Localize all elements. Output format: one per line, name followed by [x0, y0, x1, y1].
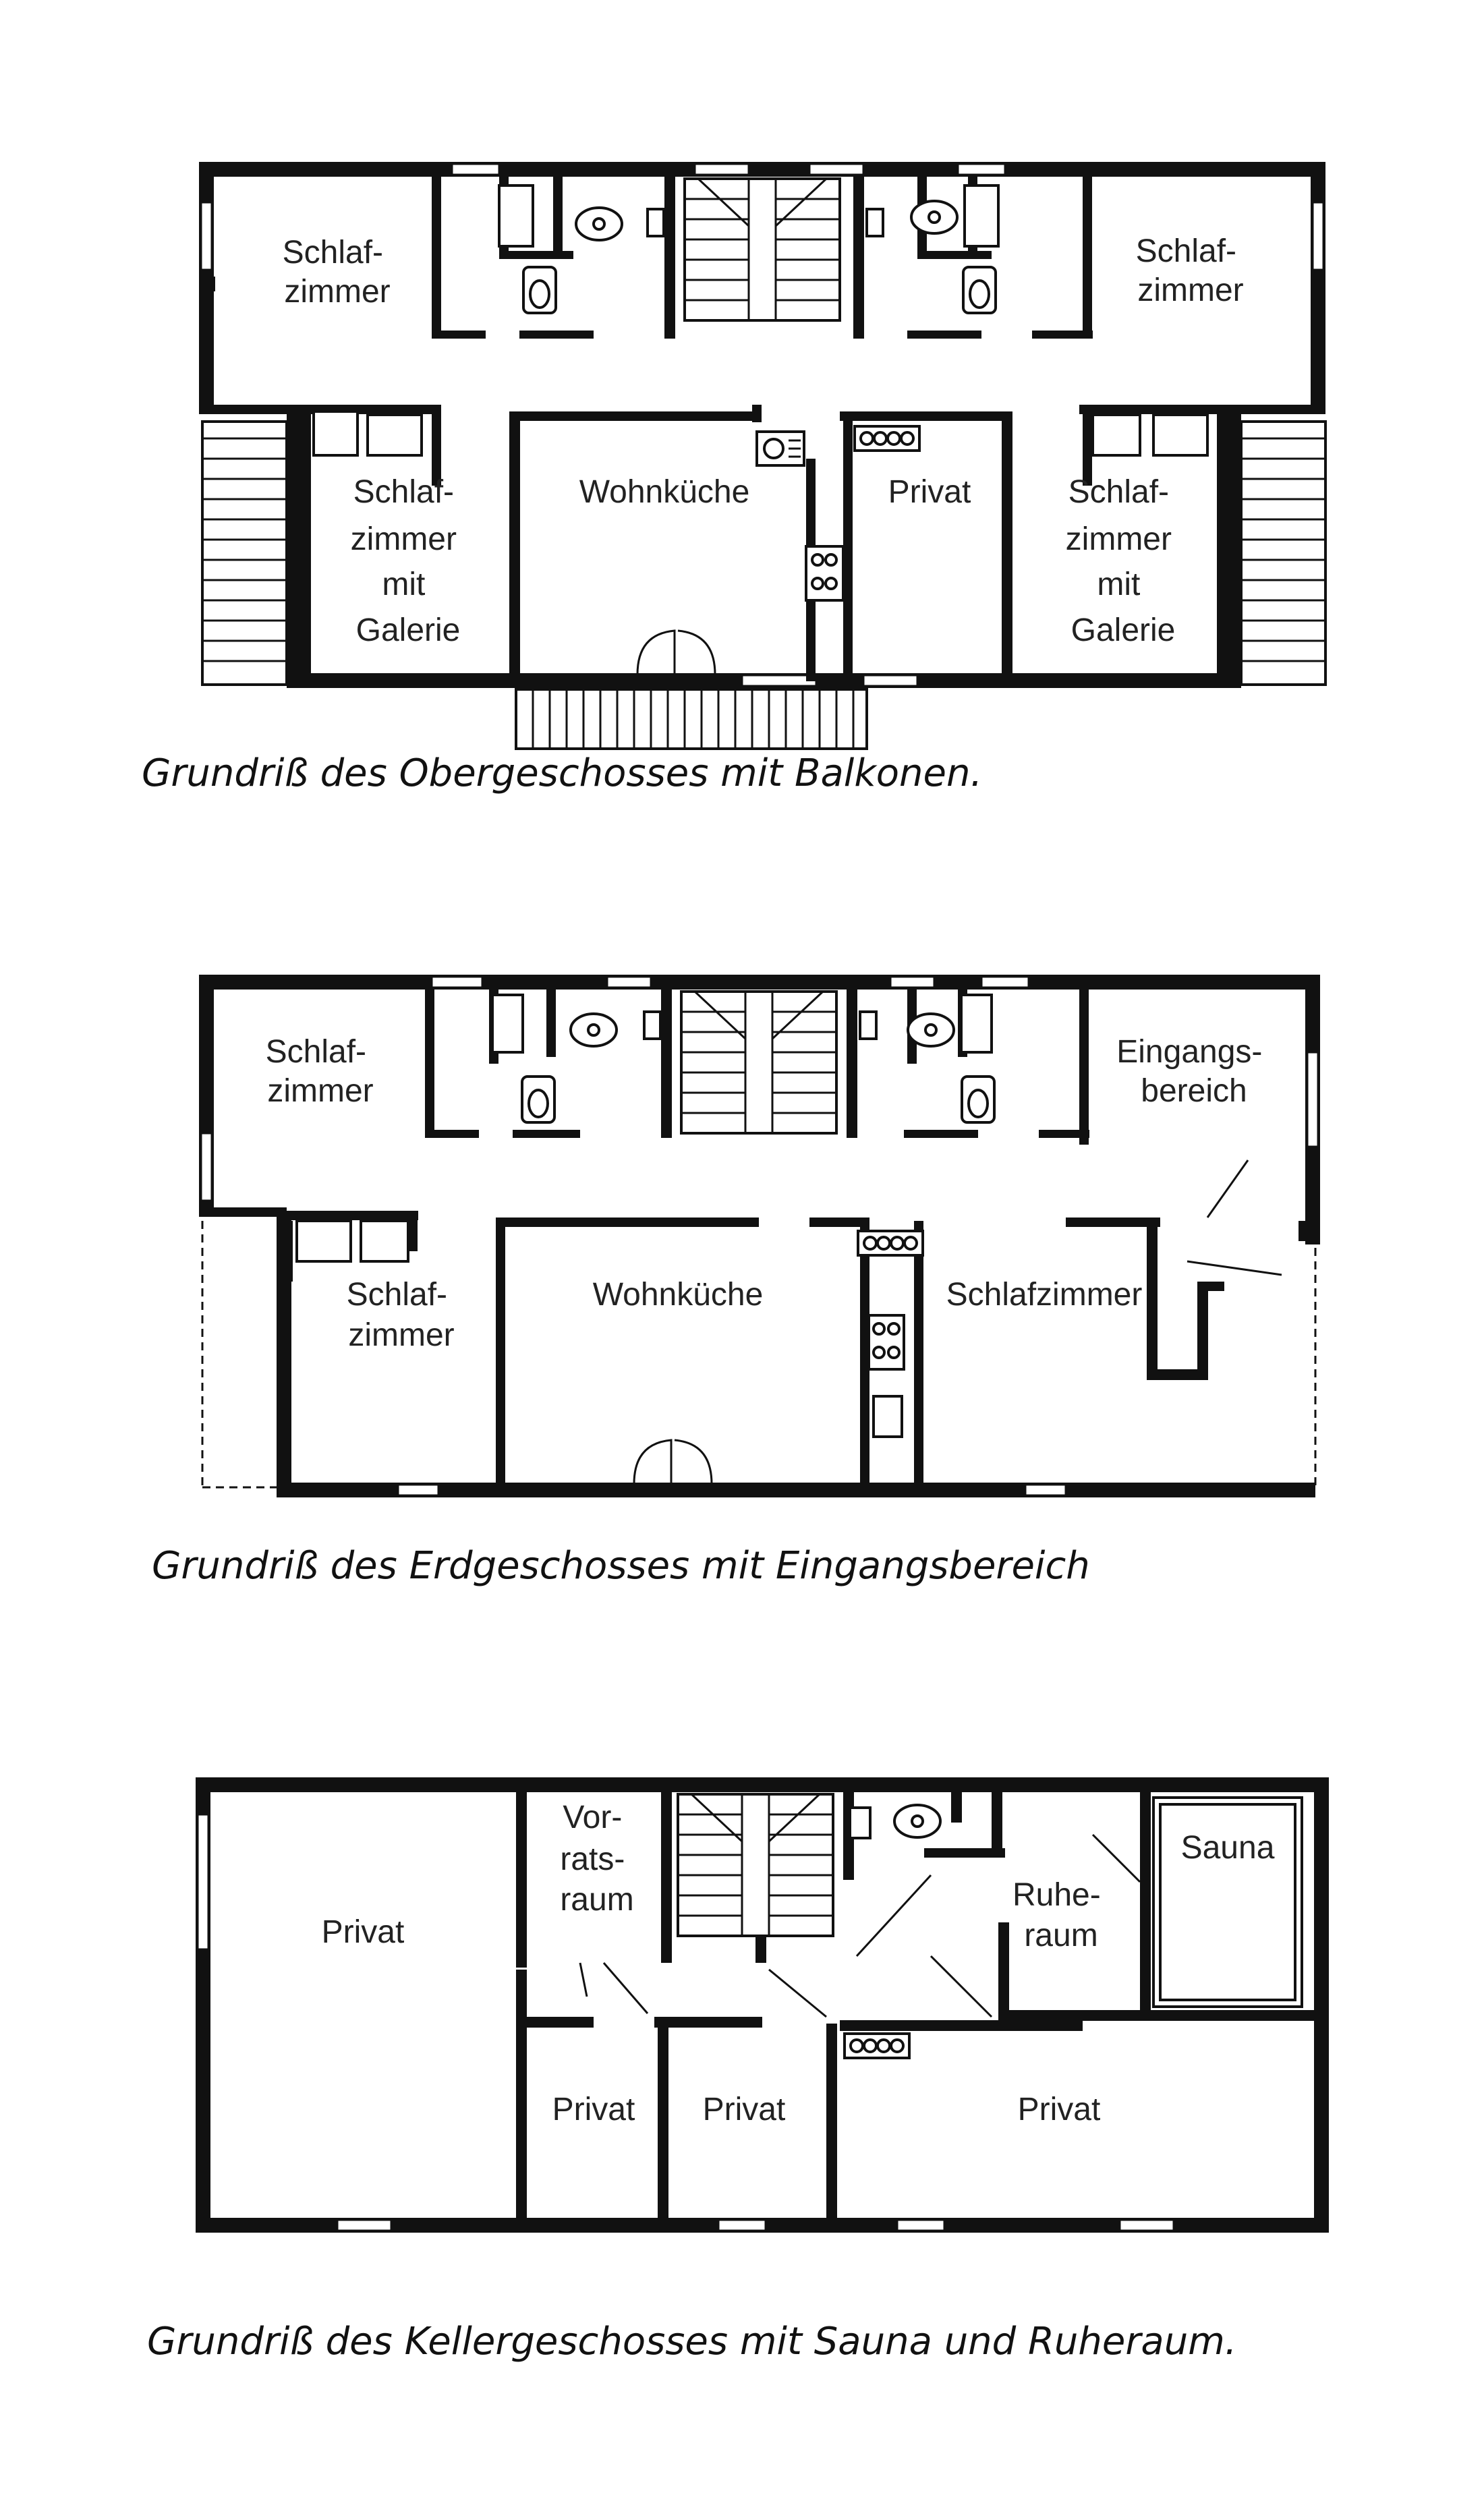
room-schlafzimmer-eg: Schlafzimmer	[946, 1277, 1143, 1313]
room-galerie-rechts-og: Schlaf- zimmer mit Galerie	[1065, 474, 1176, 648]
room-wohnkueche-og: Wohnküche	[579, 474, 750, 510]
caption-erdgeschoss: Grundriß des Erdgeschosses mit Eingangsbereich	[152, 1544, 1090, 1588]
room-schlafzimmer-links-og: Schlaf- zimmer	[282, 235, 391, 310]
room-privat-1-kg: Privat	[552, 2092, 635, 2127]
balcony-front	[516, 689, 867, 749]
balcony-left	[202, 422, 287, 685]
caption-obergeschoss: Grundriß des Obergeschosses mit Balkonen.	[142, 751, 983, 795]
plan-obergeschoss	[142, 162, 1325, 795]
room-privat-og: Privat	[888, 474, 971, 510]
room-eingangsbereich-eg: Eingangs- bereich	[1116, 1034, 1263, 1109]
room-schlafzimmer-unten-eg: Schlaf- zimmer	[346, 1277, 455, 1353]
room-ruheraum-kg: Ruhe- raum	[1012, 1877, 1101, 1953]
room-sauna-kg: Sauna	[1180, 1830, 1275, 1866]
caption-kellergeschoss: Grundriß des Kellergeschosses mit Sauna und Ruheraum.	[147, 2320, 1237, 2364]
room-vorratsraum-kg: Vor- rats- raum	[560, 1800, 634, 1918]
room-privat-3-kg: Privat	[1017, 2092, 1101, 2127]
room-schlafzimmer-rechts-og: Schlaf- zimmer	[1135, 233, 1244, 308]
room-privat-2-kg: Privat	[702, 2092, 786, 2127]
room-schlafzimmer-links-eg: Schlaf- zimmer	[265, 1034, 374, 1109]
room-wohnkueche-eg: Wohnküche	[592, 1277, 764, 1313]
room-privat-gross-kg: Privat	[321, 1914, 405, 1950]
balcony-right	[1241, 422, 1325, 685]
room-galerie-links-og: Schlaf- zimmer mit Galerie	[350, 474, 461, 648]
plan-erdgeschoss	[152, 975, 1320, 1588]
plan-kellergeschoss	[147, 1777, 1329, 2364]
